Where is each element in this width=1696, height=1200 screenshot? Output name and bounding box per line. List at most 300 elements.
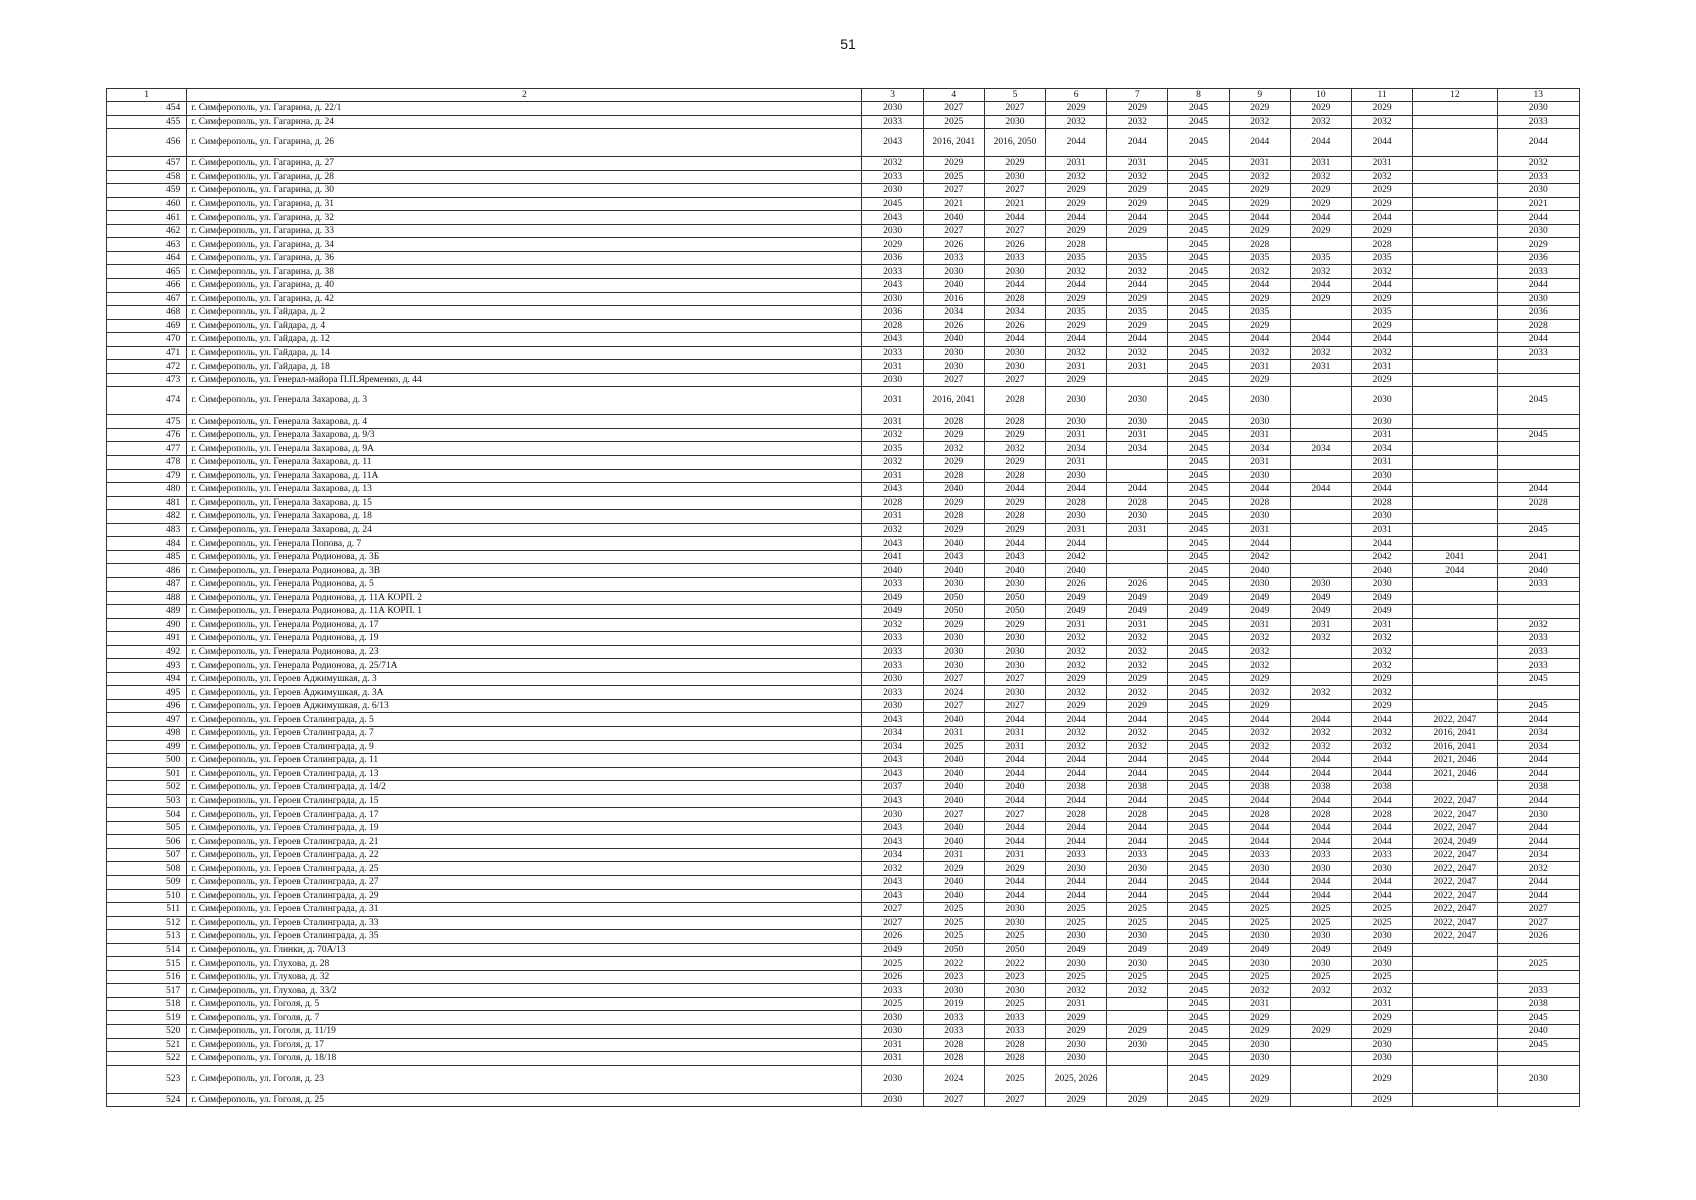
year-cell: 2045 <box>1168 659 1229 673</box>
year-cell: 2033 <box>1497 577 1579 591</box>
year-cell: 2044 <box>1107 794 1168 808</box>
year-cell: 2045 <box>1168 292 1229 306</box>
year-cell: 2045 <box>1168 265 1229 279</box>
row-number-cell: 468 <box>107 306 187 320</box>
year-cell: 2035 <box>1107 306 1168 320</box>
year-cell: 2029 <box>1046 224 1107 238</box>
year-cell: 2031 <box>1107 157 1168 171</box>
year-cell <box>1413 632 1497 646</box>
year-cell: 2033 <box>862 645 923 659</box>
year-cell: 2040 <box>1497 564 1579 578</box>
row-number-cell: 462 <box>107 224 187 238</box>
year-cell <box>1413 428 1497 442</box>
table-row <box>107 523 1580 537</box>
year-cell: 2027 <box>862 903 923 917</box>
year-cell: 2038 <box>1497 781 1579 795</box>
year-cell: 2023 <box>984 970 1045 984</box>
year-cell: 2049 <box>1046 591 1107 605</box>
year-cell: 2032 <box>1351 265 1412 279</box>
year-cell: 2028 <box>1046 238 1107 252</box>
address-cell: г. Симферополь, ул. Героев Сталинграда, д. 25 <box>187 862 862 876</box>
year-cell: 2030 <box>1290 862 1351 876</box>
address-cell: г. Симферополь, ул. Гайдара, д. 18 <box>187 360 862 374</box>
year-cell: 2031 <box>1290 618 1351 632</box>
table-row <box>107 211 1580 225</box>
row-number-cell: 507 <box>107 848 187 862</box>
year-cell: 2030 <box>1046 1052 1107 1066</box>
year-cell: 2045 <box>1168 184 1229 198</box>
column-header-13: 13 <box>1497 89 1579 102</box>
year-cell: 2031 <box>1351 997 1412 1011</box>
row-number-cell: 508 <box>107 862 187 876</box>
year-cell: 2044 <box>1229 821 1290 835</box>
year-cell: 2030 <box>1046 415 1107 429</box>
year-cell: 2044 <box>1107 333 1168 347</box>
year-cell <box>1413 346 1497 360</box>
row-number-cell: 494 <box>107 672 187 686</box>
year-cell: 2043 <box>862 279 923 293</box>
year-cell: 2033 <box>862 170 923 184</box>
year-cell: 2028 <box>1046 496 1107 510</box>
year-cell: 2030 <box>923 645 984 659</box>
year-cell: 2030 <box>1107 387 1168 415</box>
year-cell <box>1497 970 1579 984</box>
year-cell: 2025 <box>862 957 923 971</box>
year-cell: 2043 <box>862 875 923 889</box>
year-cell: 2044 <box>1351 754 1412 768</box>
year-cell: 2044 <box>1229 754 1290 768</box>
year-cell: 2043 <box>862 889 923 903</box>
year-cell: 2044 <box>984 875 1045 889</box>
year-cell: 2025 <box>923 170 984 184</box>
year-cell: 2038 <box>1351 781 1412 795</box>
year-cell: 2044 <box>1046 537 1107 551</box>
year-cell <box>1413 984 1497 998</box>
year-cell: 2032 <box>1229 115 1290 129</box>
year-cell: 2025 <box>1046 970 1107 984</box>
year-cell: 2032 <box>1351 645 1412 659</box>
year-cell: 2029 <box>1290 197 1351 211</box>
year-cell: 2044 <box>1497 889 1579 903</box>
year-cell: 2049 <box>1290 943 1351 957</box>
year-cell: 2033 <box>923 251 984 265</box>
year-cell: 2031 <box>862 469 923 483</box>
address-cell: г. Симферополь, ул. Генерала Родионова, д. 17 <box>187 618 862 632</box>
year-cell: 2040 <box>923 211 984 225</box>
year-cell: 2044 <box>1290 767 1351 781</box>
year-cell <box>1413 251 1497 265</box>
year-cell: 2035 <box>862 442 923 456</box>
year-cell: 2030 <box>984 659 1045 673</box>
column-header-1: 1 <box>107 89 187 102</box>
address-cell: г. Симферополь, ул. Генерала Родионова, д. 19 <box>187 632 862 646</box>
row-number-cell: 517 <box>107 984 187 998</box>
address-cell: г. Симферополь, ул. Гайдара, д. 12 <box>187 333 862 347</box>
table-row <box>107 794 1580 808</box>
address-cell: г. Симферополь, ул. Героев Сталинграда, д. 27 <box>187 875 862 889</box>
year-cell: 2040 <box>923 713 984 727</box>
column-header-8: 8 <box>1168 89 1229 102</box>
year-cell: 2045 <box>1168 821 1229 835</box>
address-cell: г. Симферополь, ул. Генерала Захарова, д. 9А <box>187 442 862 456</box>
year-cell: 2031 <box>1351 360 1412 374</box>
year-cell: 2032 <box>1290 984 1351 998</box>
year-cell: 2049 <box>1107 591 1168 605</box>
year-cell <box>1290 659 1351 673</box>
address-cell: г. Симферополь, ул. Гоголя, д. 17 <box>187 1038 862 1052</box>
year-cell: 2044 <box>1046 889 1107 903</box>
address-cell: г. Симферополь, ул. Генерала Родионова, д. 23 <box>187 645 862 659</box>
year-cell: 2045 <box>1168 848 1229 862</box>
table-row <box>107 456 1580 470</box>
year-cell: 2044 <box>984 754 1045 768</box>
table-row <box>107 292 1580 306</box>
table-row <box>107 550 1580 564</box>
year-cell: 2025, 2026 <box>1046 1065 1107 1093</box>
year-cell: 2045 <box>1168 984 1229 998</box>
year-cell: 2034 <box>862 726 923 740</box>
year-cell: 2049 <box>1290 591 1351 605</box>
year-cell: 2045 <box>1168 483 1229 497</box>
year-cell: 2026 <box>984 238 1045 252</box>
year-cell: 2029 <box>1229 699 1290 713</box>
year-cell <box>1413 605 1497 619</box>
year-cell: 2045 <box>1168 523 1229 537</box>
year-cell: 2027 <box>984 224 1045 238</box>
year-cell: 2045 <box>1168 510 1229 524</box>
table-row <box>107 713 1580 727</box>
address-cell: г. Симферополь, ул. Генерала Захарова, д. 11 <box>187 456 862 470</box>
year-cell: 2032 <box>1290 740 1351 754</box>
address-cell: г. Симферополь, ул. Героев Сталинграда, д. 7 <box>187 726 862 740</box>
year-cell <box>1497 591 1579 605</box>
year-cell: 2030 <box>1107 510 1168 524</box>
year-cell: 2030 <box>1229 577 1290 591</box>
year-cell <box>1413 157 1497 171</box>
year-cell: 2028 <box>1351 808 1412 822</box>
year-cell: 2030 <box>1229 510 1290 524</box>
year-cell: 2030 <box>984 645 1045 659</box>
year-cell: 2049 <box>862 605 923 619</box>
year-cell: 2024, 2049 <box>1413 835 1497 849</box>
year-cell: 2045 <box>1168 469 1229 483</box>
year-cell: 2030 <box>1351 862 1412 876</box>
year-cell: 2044 <box>1046 767 1107 781</box>
row-number-cell: 514 <box>107 943 187 957</box>
year-cell: 2045 <box>1497 1011 1579 1025</box>
year-cell: 2030 <box>1046 510 1107 524</box>
row-number-cell: 484 <box>107 537 187 551</box>
year-cell: 2043 <box>862 129 923 157</box>
year-cell <box>1413 645 1497 659</box>
year-cell <box>1413 197 1497 211</box>
year-cell: 2029 <box>1290 292 1351 306</box>
year-cell: 2025 <box>1107 970 1168 984</box>
year-cell: 2037 <box>862 781 923 795</box>
year-cell: 2032 <box>1107 726 1168 740</box>
table-body <box>107 102 1580 1107</box>
year-cell: 2032 <box>1229 346 1290 360</box>
year-cell: 2044 <box>1290 713 1351 727</box>
year-cell: 2033 <box>862 686 923 700</box>
year-cell: 2030 <box>862 1011 923 1025</box>
year-cell: 2026 <box>923 319 984 333</box>
year-cell: 2032 <box>1046 984 1107 998</box>
year-cell: 2032 <box>1107 984 1168 998</box>
year-cell <box>1497 415 1579 429</box>
year-cell: 2044 <box>1046 821 1107 835</box>
year-cell: 2045 <box>1168 360 1229 374</box>
address-cell: г. Симферополь, ул. Гагарина, д. 34 <box>187 238 862 252</box>
year-cell: 2043 <box>862 211 923 225</box>
year-cell: 2031 <box>1046 618 1107 632</box>
year-cell: 2033 <box>984 251 1045 265</box>
year-cell: 2045 <box>1168 1038 1229 1052</box>
row-number-cell: 474 <box>107 387 187 415</box>
year-cell: 2044 <box>1107 889 1168 903</box>
year-cell <box>1413 699 1497 713</box>
row-number-cell: 486 <box>107 564 187 578</box>
address-cell: г. Симферополь, ул. Героев Сталинграда, д. 9 <box>187 740 862 754</box>
year-cell: 2034 <box>862 848 923 862</box>
year-cell: 2040 <box>923 754 984 768</box>
year-cell: 2044 <box>984 279 1045 293</box>
year-cell: 2032 <box>1290 632 1351 646</box>
year-cell: 2045 <box>1168 1065 1229 1093</box>
year-cell: 2049 <box>1107 605 1168 619</box>
column-header-4: 4 <box>923 89 984 102</box>
year-cell: 2044 <box>1497 821 1579 835</box>
year-cell: 2031 <box>984 740 1045 754</box>
year-cell: 2030 <box>862 1025 923 1039</box>
year-cell: 2027 <box>923 808 984 822</box>
year-cell: 2029 <box>1351 1093 1412 1107</box>
year-cell: 2029 <box>1229 292 1290 306</box>
address-cell: г. Симферополь, ул. Гоголя, д. 7 <box>187 1011 862 1025</box>
year-cell: 2045 <box>1168 415 1229 429</box>
row-number-cell: 481 <box>107 496 187 510</box>
year-cell: 2040 <box>923 333 984 347</box>
year-cell: 2044 <box>1497 794 1579 808</box>
year-cell: 2045 <box>1168 1052 1229 1066</box>
year-cell: 2029 <box>1107 102 1168 116</box>
year-cell: 2021 <box>984 197 1045 211</box>
year-cell: 2035 <box>1229 251 1290 265</box>
year-cell: 2045 <box>1168 373 1229 387</box>
year-cell: 2045 <box>1168 997 1229 1011</box>
table-row <box>107 916 1580 930</box>
year-cell <box>1107 564 1168 578</box>
year-cell <box>1290 319 1351 333</box>
year-cell: 2030 <box>1351 957 1412 971</box>
year-cell: 2043 <box>862 821 923 835</box>
year-cell: 2045 <box>1168 102 1229 116</box>
year-cell: 2029 <box>1107 224 1168 238</box>
year-cell: 2044 <box>984 835 1045 849</box>
year-cell: 2030 <box>862 1093 923 1107</box>
table-row <box>107 346 1580 360</box>
year-cell: 2044 <box>1290 279 1351 293</box>
year-cell: 2029 <box>1107 184 1168 198</box>
year-cell <box>1290 428 1351 442</box>
year-cell: 2028 <box>923 510 984 524</box>
address-cell: г. Симферополь, ул. Героев Сталинграда, д. 33 <box>187 916 862 930</box>
year-cell: 2041 <box>1413 550 1497 564</box>
year-cell: 2027 <box>923 373 984 387</box>
year-cell: 2030 <box>984 115 1045 129</box>
year-cell: 2031 <box>1046 456 1107 470</box>
year-cell: 2029 <box>1351 672 1412 686</box>
year-cell: 2044 <box>984 211 1045 225</box>
address-cell: г. Симферополь, ул. Гоголя, д. 23 <box>187 1065 862 1093</box>
year-cell: 2022, 2047 <box>1413 889 1497 903</box>
year-cell: 2044 <box>1351 129 1412 157</box>
year-cell: 2031 <box>1046 360 1107 374</box>
table-row <box>107 686 1580 700</box>
year-cell <box>1413 523 1497 537</box>
year-cell <box>1413 469 1497 483</box>
year-cell: 2034 <box>1351 442 1412 456</box>
row-number-cell: 503 <box>107 794 187 808</box>
year-cell <box>1413 129 1497 157</box>
address-cell: г. Симферополь, ул. Героев Сталинграда, д. 5 <box>187 713 862 727</box>
year-cell: 2025 <box>1351 970 1412 984</box>
year-cell: 2045 <box>862 197 923 211</box>
table-row <box>107 862 1580 876</box>
address-cell: г. Симферополь, ул. Гайдара, д. 2 <box>187 306 862 320</box>
year-cell: 2050 <box>923 943 984 957</box>
address-cell: г. Симферополь, ул. Генерала Захарова, д. 24 <box>187 523 862 537</box>
row-number-cell: 457 <box>107 157 187 171</box>
table-row <box>107 129 1580 157</box>
column-header-12: 12 <box>1413 89 1497 102</box>
year-cell: 2030 <box>984 916 1045 930</box>
year-cell: 2030 <box>1351 577 1412 591</box>
year-cell: 2044 <box>1107 483 1168 497</box>
row-number-cell: 454 <box>107 102 187 116</box>
year-cell: 2031 <box>862 415 923 429</box>
address-cell: г. Симферополь, ул. Генерала Захарова, д. 15 <box>187 496 862 510</box>
year-cell: 2035 <box>1351 306 1412 320</box>
year-cell: 2022, 2047 <box>1413 930 1497 944</box>
year-cell: 2044 <box>1107 754 1168 768</box>
year-cell: 2030 <box>984 686 1045 700</box>
page-number: 51 <box>840 36 856 52</box>
address-cell: г. Симферополь, ул. Гагарина, д. 32 <box>187 211 862 225</box>
year-cell: 2027 <box>923 1093 984 1107</box>
year-cell: 2030 <box>862 672 923 686</box>
column-header-10: 10 <box>1290 89 1351 102</box>
year-cell: 2045 <box>1168 916 1229 930</box>
year-cell: 2049 <box>862 591 923 605</box>
year-cell: 2031 <box>1046 997 1107 1011</box>
table-row <box>107 672 1580 686</box>
year-cell: 2029 <box>984 523 1045 537</box>
year-cell: 2029 <box>1351 184 1412 198</box>
table-row <box>107 537 1580 551</box>
year-cell: 2029 <box>923 157 984 171</box>
year-cell: 2045 <box>1497 523 1579 537</box>
year-cell: 2032 <box>1351 170 1412 184</box>
year-cell: 2032 <box>1497 862 1579 876</box>
year-cell: 2040 <box>984 781 1045 795</box>
year-cell <box>1413 211 1497 225</box>
year-cell: 2044 <box>1107 767 1168 781</box>
row-number-cell: 460 <box>107 197 187 211</box>
year-cell <box>1107 456 1168 470</box>
year-cell: 2016, 2041 <box>923 387 984 415</box>
year-cell: 2044 <box>1290 889 1351 903</box>
year-cell: 2033 <box>862 346 923 360</box>
address-cell: г. Симферополь, ул. Гагарина, д. 26 <box>187 129 862 157</box>
year-cell: 2044 <box>1229 129 1290 157</box>
table-row <box>107 564 1580 578</box>
year-cell: 2032 <box>1290 170 1351 184</box>
year-cell: 2030 <box>862 184 923 198</box>
year-cell: 2028 <box>1107 808 1168 822</box>
year-cell: 2044 <box>1497 713 1579 727</box>
row-number-cell: 493 <box>107 659 187 673</box>
year-cell: 2029 <box>1107 1093 1168 1107</box>
table-row <box>107 767 1580 781</box>
year-cell: 2016, 2041 <box>1413 726 1497 740</box>
year-cell: 2030 <box>984 170 1045 184</box>
year-cell: 2033 <box>923 1025 984 1039</box>
year-cell: 2029 <box>1229 1025 1290 1039</box>
year-cell: 2044 <box>1351 279 1412 293</box>
year-cell: 2026 <box>1497 930 1579 944</box>
year-cell: 2027 <box>984 184 1045 198</box>
address-cell: г. Симферополь, ул. Гагарина, д. 30 <box>187 184 862 198</box>
year-cell: 2032 <box>1351 346 1412 360</box>
table-row <box>107 157 1580 171</box>
column-header-3: 3 <box>862 89 923 102</box>
address-cell: г. Симферополь, ул. Героев Аджимушкая, д. 6/13 <box>187 699 862 713</box>
year-cell: 2030 <box>984 360 1045 374</box>
row-number-cell: 470 <box>107 333 187 347</box>
year-cell: 2029 <box>1046 184 1107 198</box>
year-cell: 2033 <box>1046 848 1107 862</box>
year-cell <box>1413 686 1497 700</box>
year-cell: 2045 <box>1168 875 1229 889</box>
year-cell: 2044 <box>1497 767 1579 781</box>
table-row <box>107 848 1580 862</box>
year-cell: 2029 <box>923 523 984 537</box>
address-cell: г. Симферополь, ул. Гагарина, д. 24 <box>187 115 862 129</box>
row-number-cell: 464 <box>107 251 187 265</box>
year-cell: 2035 <box>1046 306 1107 320</box>
year-cell <box>1290 997 1351 1011</box>
year-cell: 2041 <box>862 550 923 564</box>
year-cell: 2025 <box>923 115 984 129</box>
year-cell <box>1290 1038 1351 1052</box>
year-cell: 2045 <box>1168 699 1229 713</box>
row-number-cell: 500 <box>107 754 187 768</box>
year-cell: 2029 <box>1351 1025 1412 1039</box>
year-cell: 2045 <box>1168 1093 1229 1107</box>
year-cell: 2027 <box>923 699 984 713</box>
year-cell: 2023 <box>923 970 984 984</box>
year-cell: 2045 <box>1168 1011 1229 1025</box>
year-cell: 2032 <box>1351 659 1412 673</box>
year-cell: 2026 <box>923 238 984 252</box>
row-number-cell: 497 <box>107 713 187 727</box>
year-cell: 2049 <box>862 943 923 957</box>
address-cell: г. Симферополь, ул. Гагарина, д. 31 <box>187 197 862 211</box>
year-cell <box>1413 224 1497 238</box>
year-cell: 2030 <box>1229 1052 1290 1066</box>
year-cell: 2032 <box>1497 157 1579 171</box>
